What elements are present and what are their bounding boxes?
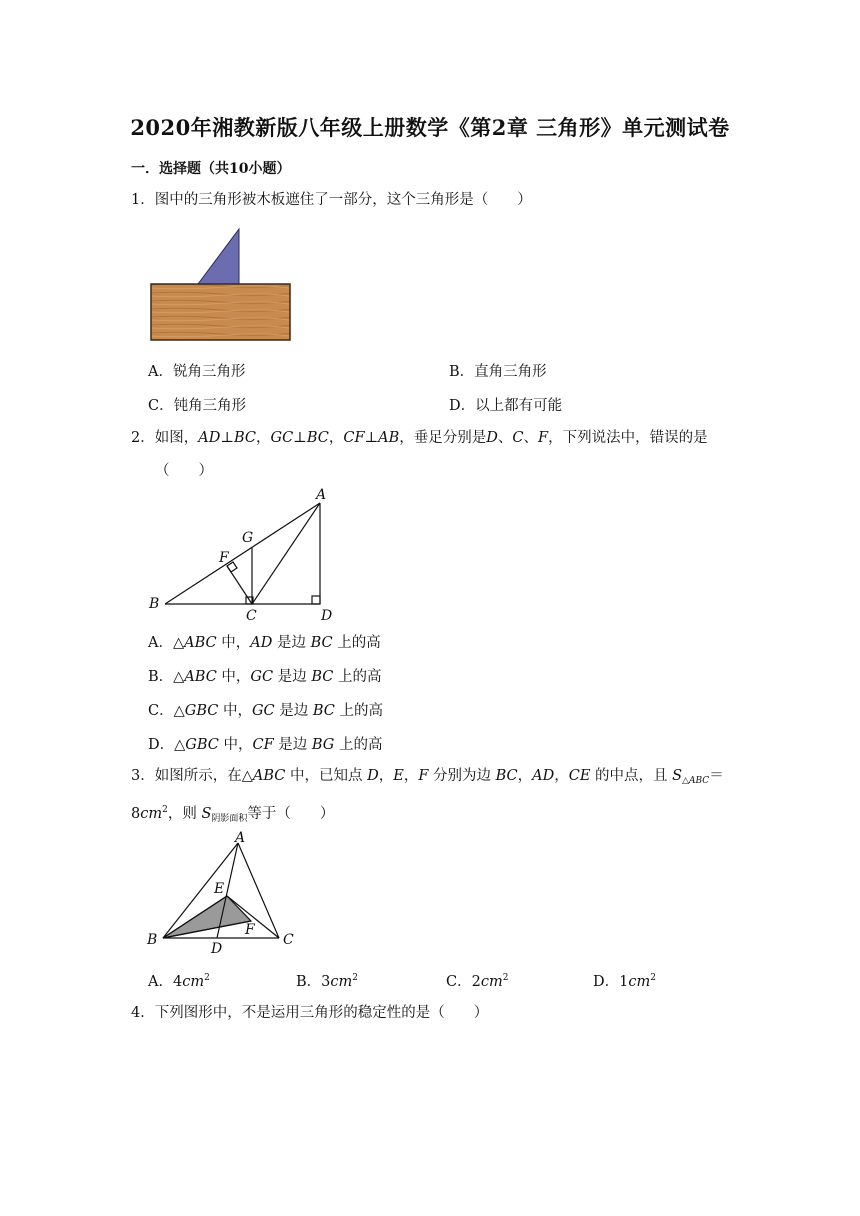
question-2-answer-blank: （ ） [155,463,213,479]
q2-option-a[interactable]: A．△ABC 中，AD 是边 BC 上的高 [148,635,381,651]
shaded-triangle [163,896,251,938]
question-4-text: 4．下列图形中，不是运用三角形的稳定性的是（ ） [131,1005,489,1021]
q1-option-c[interactable]: C．钝角三角形 [148,398,247,414]
segment-ac [252,503,320,604]
q1-option-d[interactable]: D．以上都有可能 [449,398,563,414]
question-3-text-line2: $8cm^2$，则 $S_{阴影面积}$等于（ ） [131,805,335,824]
label-g: G [242,530,254,546]
label-f: F [245,922,255,938]
q2-option-c[interactable]: C．△GBC 中，GC 是边 BC 上的高 [148,703,384,719]
label-f: F [219,550,229,566]
right-angle-d [312,596,320,604]
purple-triangle [198,229,239,284]
wooden-board [151,284,290,340]
question-3-figure [145,830,305,958]
q2-option-d[interactable]: D．△GBC 中，CF 是边 BG 上的高 [148,737,383,753]
q3-option-c[interactable]: C．$2cm^2$ [446,973,509,990]
question-2-figure [145,484,345,624]
q2-option-b[interactable]: B．△ABC 中，GC 是边 BC 上的高 [148,669,382,685]
question-1-figure [148,226,294,344]
label-a: A [316,487,327,503]
label-d: D [321,608,333,624]
label-c: C [246,608,257,624]
label-c: C [283,932,294,948]
label-b: B [147,932,158,948]
page-title: 2020年湘教新版八年级上册数学《第2章 三角形》单元测试卷 [130,115,730,140]
q3-option-a[interactable]: A．$4cm^2$ [148,973,210,990]
label-a: A [235,830,246,846]
q3-option-b[interactable]: B．$3cm^2$ [296,973,358,990]
q1-option-b[interactable]: B．直角三角形 [449,364,547,380]
label-b: B [149,596,160,612]
q1-option-a[interactable]: A．锐角三角形 [148,364,246,380]
q3-option-d[interactable]: D．$1cm^2$ [593,973,656,990]
section-heading: 一．选择题（共10小题） [131,161,291,177]
question-2-text: 2．如图，AD⊥BC，GC⊥BC，CF⊥AB，垂足分别是D、C、F，下列说法中，错误的是 [131,430,708,446]
label-e: E [214,881,225,897]
question-1-text: 1．图中的三角形被木板遮住了一部分，这个三角形是（ ） [131,192,532,208]
label-d: D [211,941,223,957]
question-3-text-line1: 3．如图所示，在△ABC 中，已知点 D，E，F 分别为边 BC，AD，CE 的中点，且 $S_{\triangle ABC}=$ [131,768,724,786]
